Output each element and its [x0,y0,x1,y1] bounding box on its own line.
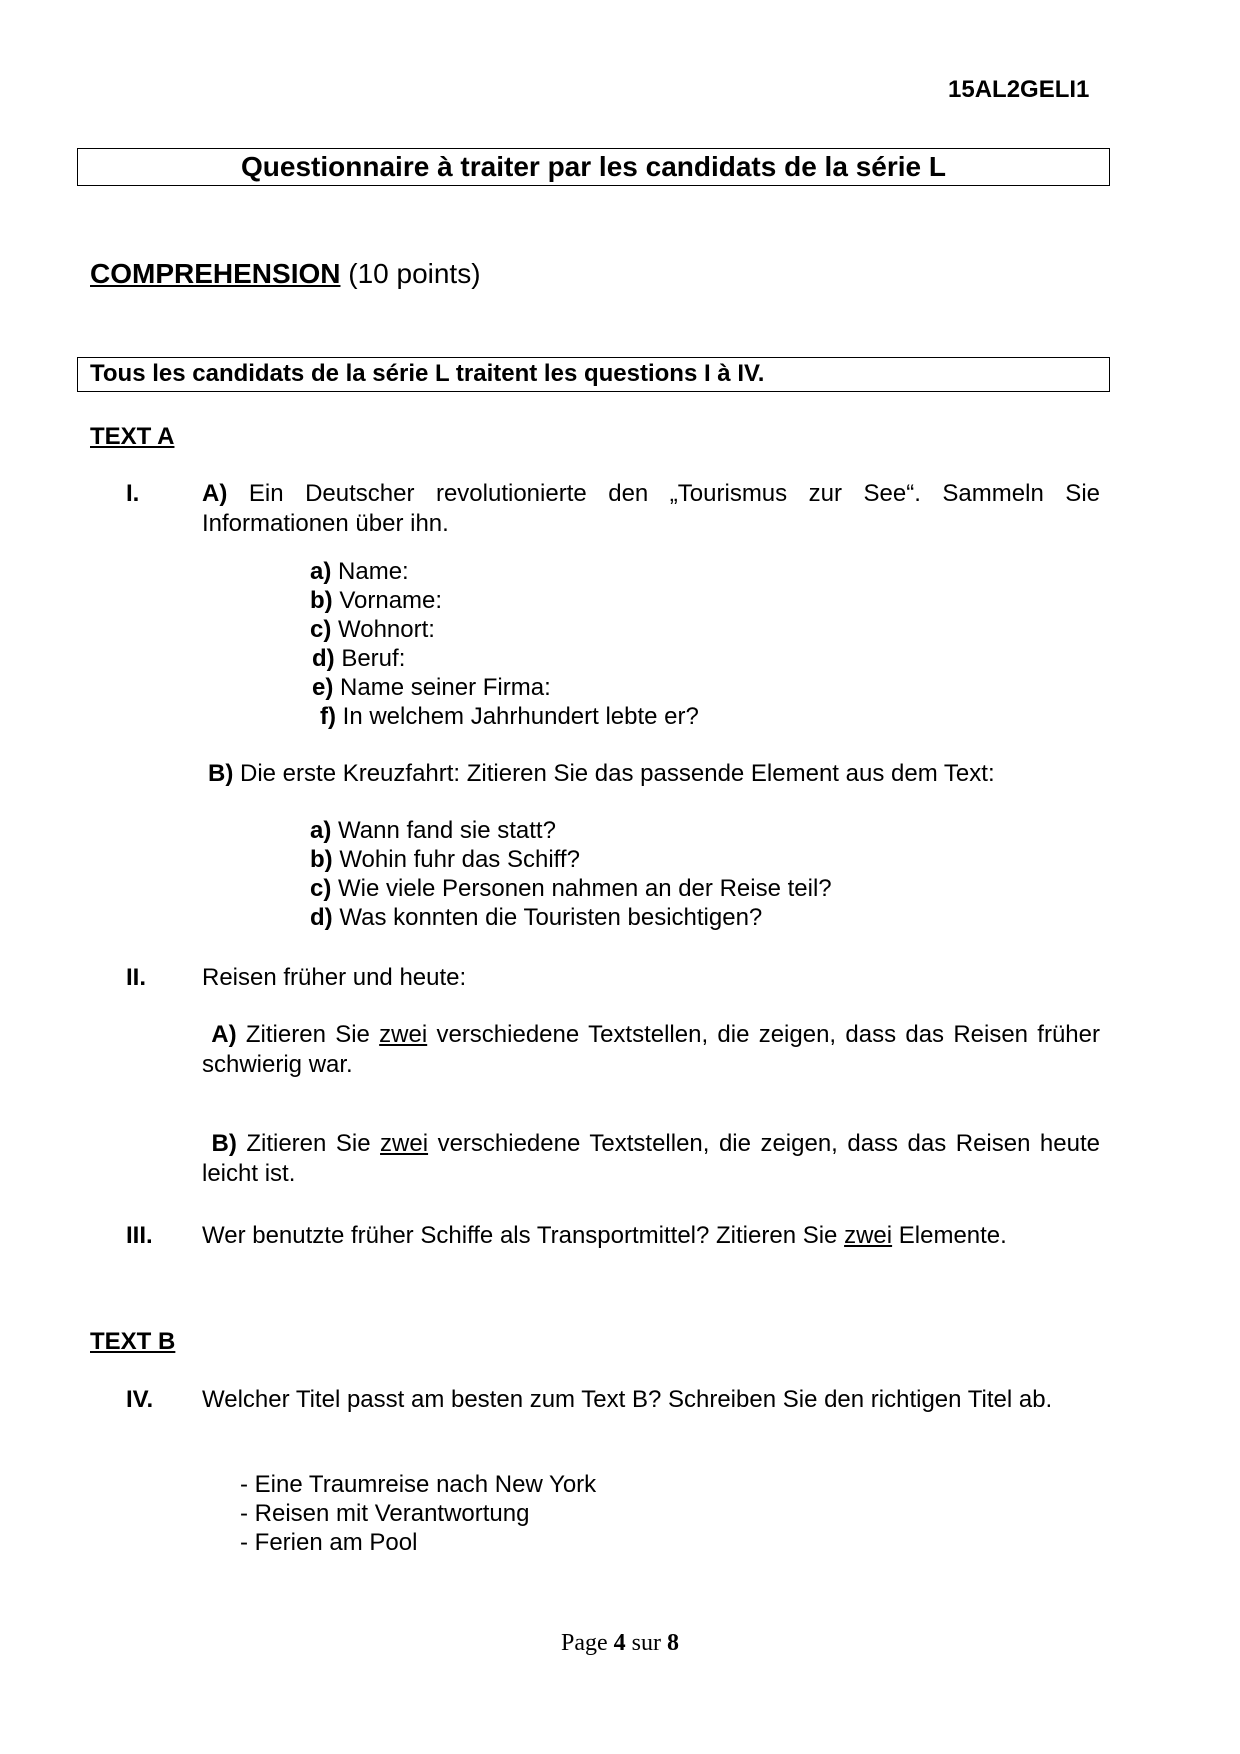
question-2b-text: B) Zitieren Sie zwei verschiedene Textstellen, die zeigen, dass das Reisen heute leicht ist. [202,1130,1100,1187]
list-item: - Reisen mit Verantwortung [240,1500,530,1527]
question-number-3: III. [126,1222,153,1249]
underlined-word: zwei [844,1222,893,1249]
question-2a-label: A) [211,1021,237,1048]
instruction-box: Tous les candidats de la série L traitent les questions I à IV. [77,357,1110,392]
document-code: 15AL2GELI1 [948,76,1090,103]
list-item: - Ferien am Pool [240,1529,418,1556]
list-item: a) Wann fand sie statt? [310,817,556,844]
of-word: sur [631,1630,661,1656]
list-item: d) Beruf: [312,645,406,672]
comprehension-heading [90,258,481,290]
page-total: 8 [667,1630,679,1656]
question-2a-text: A) Zitieren Sie zwei verschiedene Textstellen, die zeigen, dass das Reisen früher schwierig war. [202,1021,1100,1078]
question-1b-text [208,759,1100,789]
question-number-4: IV. [126,1386,154,1413]
question-1b-body: Die erste Kreuzfahrt: Zitieren Sie das passende Element aus dem Text: [240,760,995,787]
question-number-1: I. [126,480,140,507]
list-item: e) Name seiner Firma: [312,674,551,701]
underlined-word: zwei [379,1021,428,1048]
question-1a-body: Ein Deutscher revolutionierte den „Tourismus zur See“. Sammeln Sie Informationen über ihn. [202,480,1100,537]
question-1b-label: B) [208,760,234,787]
comprehension-label: COMPREHENSION [90,258,341,289]
text-b-heading: TEXT B [90,1328,176,1355]
question-1a-list [310,557,699,731]
question-number-2: II. [126,964,147,991]
underlined-word: zwei [380,1130,429,1157]
question-4-options [240,1470,596,1557]
list-item: b) Wohin fuhr das Schiff? [310,846,580,873]
list-item: c) Wohnort: [310,616,435,643]
questionnaire-title: Questionnaire à traiter par les candidats de la série L [77,148,1110,186]
list-item: a) Name: [310,558,409,585]
list-item: d) Was konnten die Touristen besichtigen? [310,904,763,931]
page-word: Page [561,1630,608,1656]
page-footer [0,1630,1240,1657]
question-2-intro: Reisen früher und heute: [202,964,467,991]
text-a-heading: TEXT A [90,423,175,450]
list-item: - Eine Traumreise nach New York [240,1471,597,1498]
list-item: f) In welchem Jahrhundert lebte er? [320,703,699,730]
question-2b-label: B) [211,1130,237,1157]
question-4-text: Welcher Titel passt am besten zum Text B? Schreiben Sie den richtigen Titel ab. [202,1386,1053,1413]
question-3-text: Wer benutzte früher Schiffe als Transportmittel? Zitieren Sie zwei Elemente. [202,1222,1007,1249]
comprehension-points: (10 points) [348,258,481,289]
page-number: 4 [613,1630,626,1656]
question-1a-label: A) [202,480,228,507]
question-1a-text [202,479,1100,539]
list-item: b) Vorname: [310,587,443,614]
list-item: c) Wie viele Personen nahmen an der Reise teil? [310,875,832,902]
question-1b-list [310,816,832,932]
